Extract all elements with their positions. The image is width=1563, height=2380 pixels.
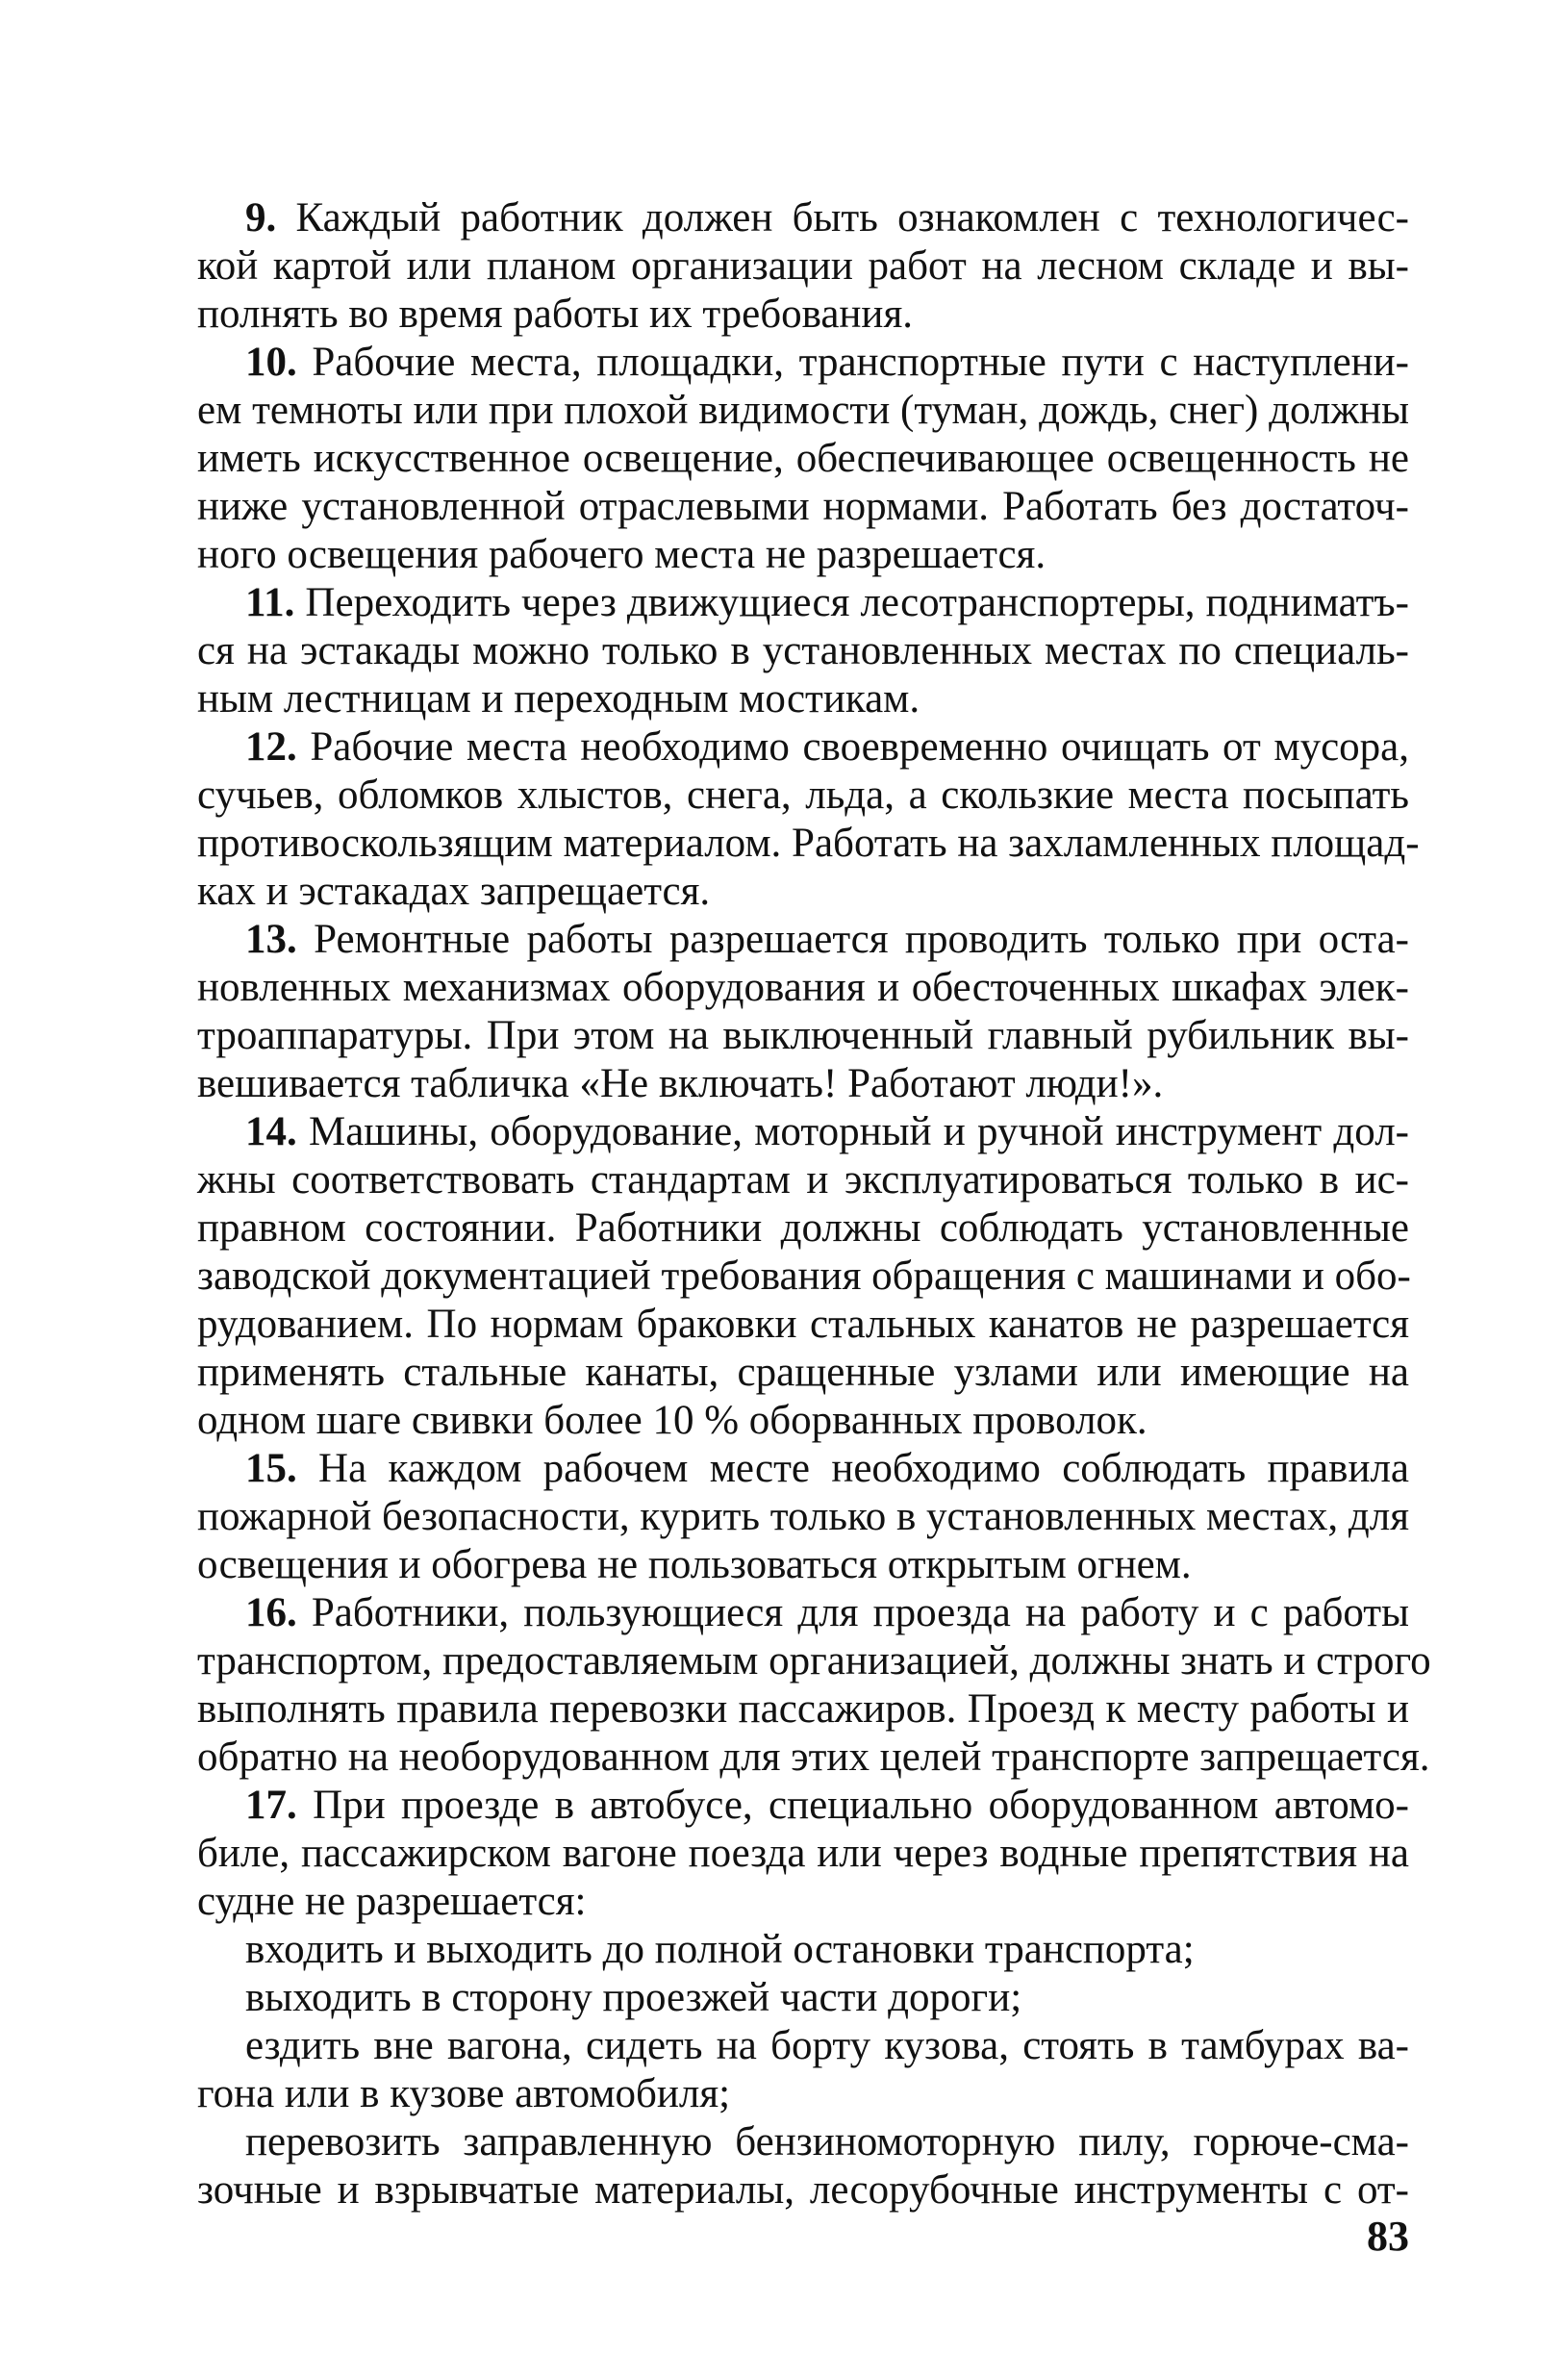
text-line: пожарной безопасности, курить только в установленных местах, для bbox=[197, 1494, 1409, 1539]
item-number: 12. bbox=[245, 724, 297, 770]
text-line: 15. На каждом рабочем месте необходимо соблюдать правила bbox=[245, 1446, 1409, 1491]
item-number: 16. bbox=[245, 1590, 297, 1635]
text-line: рудованием. По нормам браковки стальных канатов не разрешается bbox=[197, 1302, 1409, 1347]
text-line: обратно на необорудованном для этих целей транспорте запрещается. bbox=[197, 1734, 1430, 1780]
text-line: 10. Рабочие места, площадки, транспортные пути с наступлени- bbox=[245, 340, 1409, 385]
text-line: кой картой или планом организации работ на лесном складе и вы- bbox=[197, 243, 1409, 289]
text-line: ного освещения рабочего места не разрешается. bbox=[197, 532, 1046, 577]
text-line: 14. Машины, оборудование, моторный и ручной инструмент дол- bbox=[245, 1109, 1409, 1154]
text-line: гона или в кузове автомобиля; bbox=[197, 2071, 731, 2116]
text-line: сучьев, обломков хлыстов, снега, льда, а скользкие места посыпать bbox=[197, 772, 1409, 818]
text-line: ках и эстакадах запрещается. bbox=[197, 869, 711, 914]
text-line: зочные и взрывчатые материалы, лесорубочные инструменты с от- bbox=[197, 2167, 1409, 2213]
text-line: 11. Переходить через движущиеся лесотранспортеры, подниматъ- bbox=[245, 580, 1409, 625]
item-number: 9. bbox=[245, 195, 277, 241]
item-number: 14. bbox=[245, 1109, 297, 1154]
text-line: выполнять правила перевозки пассажиров. Проезд к месту работы и bbox=[197, 1686, 1409, 1732]
text-line: ниже установленной отраслевыми нормами. Работать без достаточ- bbox=[197, 484, 1409, 529]
text-line: заводской документацией требования обращения с машинами и обо- bbox=[197, 1253, 1411, 1299]
text-line: транспортом, предоставляемым организацией, должны знать и строго bbox=[197, 1638, 1431, 1684]
item-number: 11. bbox=[245, 580, 295, 625]
text-line: жны соответствовать стандартам и эксплуатироваться только в ис- bbox=[197, 1157, 1409, 1203]
page-number: 83 bbox=[1367, 2213, 1409, 2260]
text-line: судне не разрешается: bbox=[197, 1879, 587, 1924]
text-line: полнять во время работы их требования. bbox=[197, 291, 913, 337]
item-number: 13. bbox=[245, 917, 297, 962]
text-line: ным лестницам и переходным мостикам. bbox=[197, 676, 920, 722]
text-line: новленных механизмах оборудования и обесточенных шкафах элек- bbox=[197, 965, 1409, 1010]
text-line: перевозить заправленную бензиномоторную пилу, горюче-сма- bbox=[245, 2119, 1409, 2165]
text-line: 12. Рабочие места необходимо своевременно очищать от мусора, bbox=[245, 724, 1409, 770]
text-line: вешивается табличка «Не включать! Работают люди!». bbox=[197, 1061, 1164, 1106]
text-line: ся на эстакады можно только в установленных местах по специаль- bbox=[197, 628, 1409, 673]
text-line: освещения и обогрева не пользоваться открытым огнем. bbox=[197, 1542, 1192, 1587]
text-line: иметь искусственное освещение, обеспечивающее освещенность не bbox=[197, 436, 1409, 481]
text-line: входить и выходить до полной остановки транспорта; bbox=[245, 1927, 1195, 1972]
item-number: 17. bbox=[245, 1783, 297, 1828]
text-line: ездить вне вагона, сидеть на борту кузова, стоять в тамбурах ва- bbox=[245, 2023, 1409, 2068]
text-line: ем темноты или при плохой видимости (туман, дождь, снег) должны bbox=[197, 388, 1409, 433]
text-line: 13. Ремонтные работы разрешается проводить только при оста- bbox=[245, 917, 1409, 962]
text-line: 16. Работники, пользующиеся для проезда на работу и с работы bbox=[245, 1590, 1409, 1635]
document-body bbox=[197, 194, 1431, 2215]
item-number: 15. bbox=[245, 1446, 297, 1491]
text-line: 9. Каждый работник должен быть ознакомлен с технологичес- bbox=[245, 195, 1409, 241]
text-line: применять стальные канаты, сращенные узлами или имеющие на bbox=[197, 1350, 1409, 1395]
text-line: одном шаге свивки более 10 % оборванных проволок. bbox=[197, 1398, 1147, 1443]
text-line: выходить в сторону проезжей части дороги; bbox=[245, 1975, 1022, 2020]
text-line: 17. При проезде в автобусе, специально оборудованном автомо- bbox=[245, 1783, 1409, 1828]
text-line: троаппаратуры. При этом на выключенный главный рубильник вы- bbox=[197, 1013, 1409, 1058]
item-number: 10. bbox=[245, 340, 297, 385]
text-line: биле, пассажирском вагоне поезда или через водные препятствия на bbox=[197, 1831, 1409, 1876]
text-line: правном состоянии. Работники должны соблюдать установленные bbox=[197, 1205, 1409, 1251]
text-line: противоскользящим материалом. Работать на захламленных площад- bbox=[197, 821, 1420, 866]
